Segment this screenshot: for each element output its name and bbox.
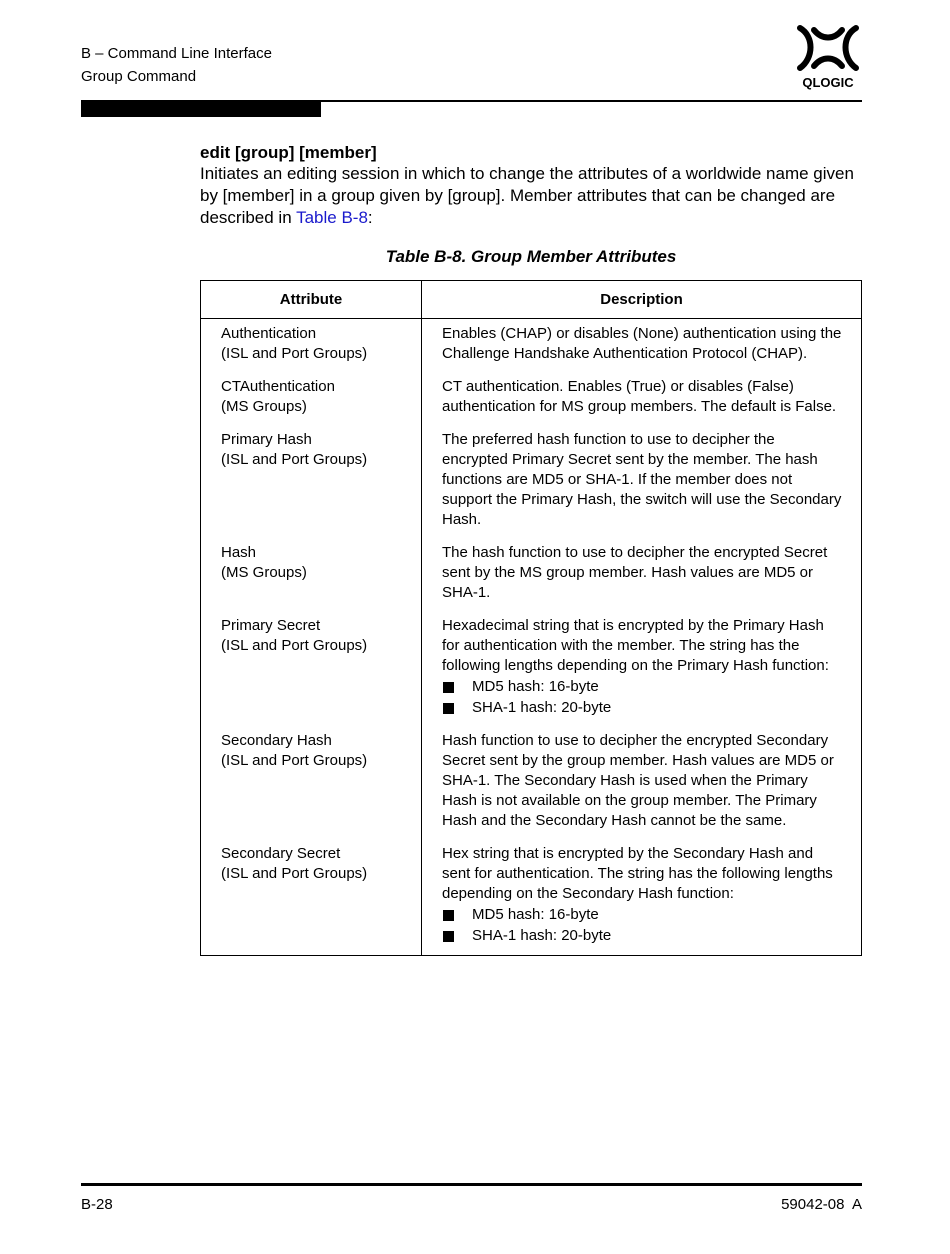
description-text: The hash function to use to decipher the encrypted Secret sent by the MS group member. Hash values are MD5 or SHA-1. (442, 544, 828, 601)
square-bullet-icon (443, 910, 454, 921)
table-row (201, 611, 862, 726)
table-row (201, 726, 862, 839)
description-text: The preferred hash function to use to decipher the encrypted Primary Secret sent by the member. The hash functions are MD5 or SHA-1. If the member does not support the Primary Hash, the switch will use the Secondary Hash. (442, 431, 842, 528)
bullet-item (442, 926, 843, 946)
square-bullet-icon (443, 703, 454, 714)
attribute-name: CTAuthentication (221, 378, 335, 395)
table-row (201, 538, 862, 611)
square-bullet-icon (443, 931, 454, 942)
bullet-item (442, 698, 843, 718)
attribute-name: Primary Secret (221, 617, 321, 634)
description-cell (422, 372, 862, 425)
description-text: Hash function to use to decipher the encrypted Secondary Secret sent by the group member. Hash values are MD5 or SHA-1. The Secondary Hash is used when the Primary Hash is not available on the group member. The Primary Hash and the Secondary Hash cannot be the same. (442, 732, 834, 829)
bullet-text: SHA-1 hash: 20-byte (472, 699, 612, 716)
attribute-cell (201, 319, 422, 373)
table-row (201, 839, 862, 956)
bullet-text: MD5 hash: 16-byte (472, 678, 599, 695)
attribute-scope: (ISL and Port Groups) (221, 865, 368, 882)
square-bullet-icon (443, 682, 454, 693)
document-number: 59042-08 A (781, 1196, 862, 1213)
description-text: Enables (CHAP) or disables (None) authentication using the Challenge Handshake Authentication Protocol (CHAP). (442, 325, 842, 362)
column-header-attribute: Attribute (201, 281, 422, 319)
table-caption: Table B-8. Group Member Attributes (385, 247, 677, 266)
bullet-text: MD5 hash: 16-byte (472, 906, 599, 923)
description-cell (422, 319, 862, 373)
page-number: B-28 (81, 1196, 113, 1213)
qlogic-logo (790, 24, 866, 92)
header-bar (81, 102, 321, 117)
header-section: B – Command Line Interface (81, 45, 272, 62)
table-row (201, 372, 862, 425)
bullet-item (442, 905, 843, 925)
description-text: Hex string that is encrypted by the Secondary Hash and sent for authentication. The string has the following lengths depending on the Secondary Hash function: (442, 845, 833, 902)
table-row (201, 425, 862, 538)
description-text: CT authentication. Enables (True) or disables (False) authentication for MS group members. The default is False. (442, 378, 837, 415)
attribute-scope: (ISL and Port Groups) (221, 752, 368, 769)
attribute-cell (201, 839, 422, 956)
table-b8-link[interactable]: Table B-8 (296, 208, 368, 227)
description-cell (422, 425, 862, 538)
description-text: Hexadecimal string that is encrypted by the Primary Hash for authentication with the member. The string has the following lengths depending on the Primary Hash function: (442, 617, 829, 674)
attribute-scope: (ISL and Port Groups) (221, 637, 368, 654)
attribute-cell (201, 425, 422, 538)
footer-rule (81, 1183, 862, 1186)
attribute-scope: (MS Groups) (221, 564, 307, 581)
table-body (201, 319, 862, 956)
command-section (200, 142, 862, 268)
attribute-name: Secondary Hash (221, 732, 332, 749)
description-cell (422, 839, 862, 956)
attribute-cell (201, 372, 422, 425)
attribute-cell (201, 726, 422, 839)
group-member-attributes-table (200, 280, 862, 956)
description-cell (422, 611, 862, 726)
attribute-name: Primary Hash (221, 431, 312, 448)
logo-text: QLOGIC (802, 75, 854, 90)
table-row (201, 319, 862, 373)
attribute-scope: (ISL and Port Groups) (221, 345, 368, 362)
bullet-text: SHA-1 hash: 20-byte (472, 927, 612, 944)
command-intro (200, 163, 862, 229)
bullet-item (442, 677, 843, 697)
attribute-cell (201, 538, 422, 611)
attribute-scope: (MS Groups) (221, 398, 307, 415)
command-title: edit [group] [member] (200, 143, 377, 162)
attribute-cell (201, 611, 422, 726)
header-subsection: Group Command (81, 68, 197, 85)
attribute-name: Secondary Secret (221, 845, 341, 862)
intro-text-end: : (367, 208, 373, 227)
intro-text: Initiates an editing session in which to change the attributes of a worldwide name given by [member] in a group given by [group]. Member attributes that can be changed are described in (200, 164, 854, 227)
description-cell (422, 726, 862, 839)
attribute-name: Hash (221, 544, 257, 561)
table-header-row (201, 281, 862, 319)
attribute-scope: (ISL and Port Groups) (221, 451, 368, 468)
column-header-description: Description (422, 281, 862, 319)
attribute-name: Authentication (221, 325, 317, 342)
description-cell (422, 538, 862, 611)
